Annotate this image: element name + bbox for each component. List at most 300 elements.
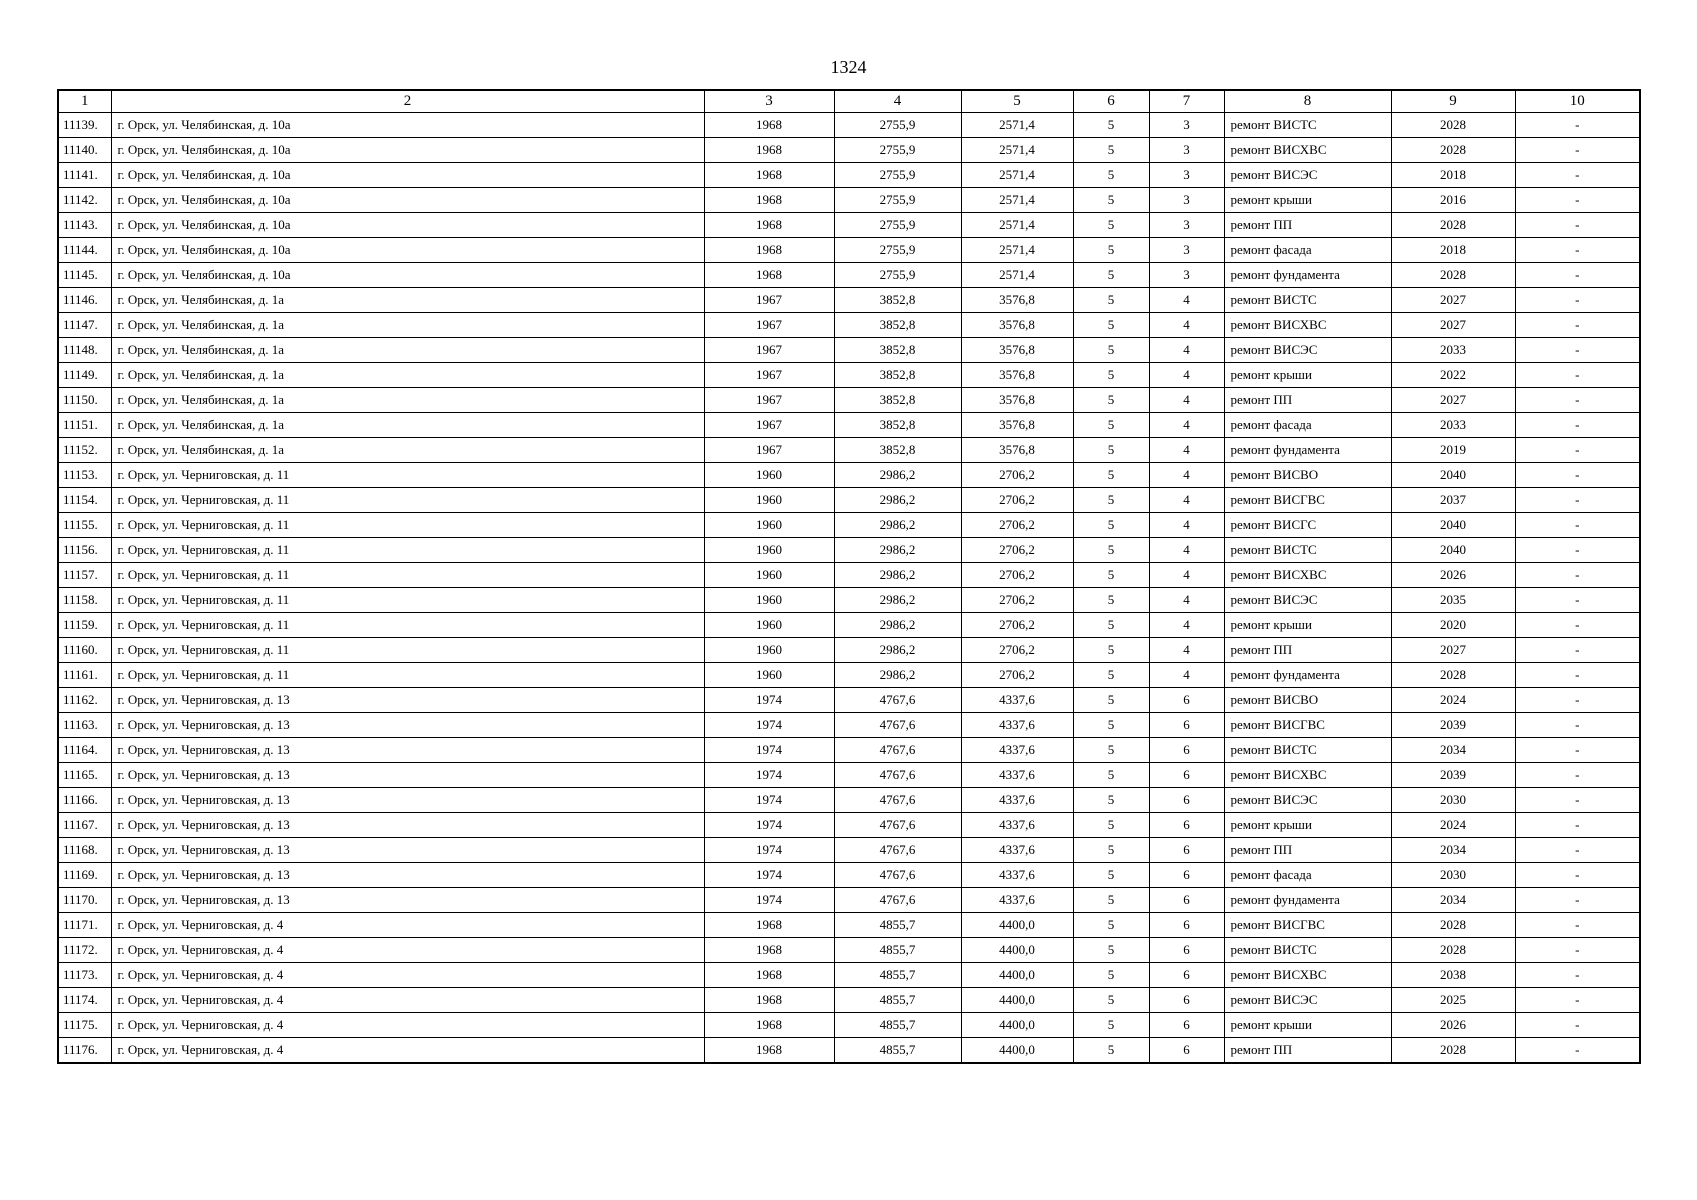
cell-living-area: 2706,2 (961, 563, 1073, 588)
cell-planned-year: 2028 (1391, 113, 1515, 138)
cell-note: - (1515, 613, 1640, 638)
cell-address: г. Орск, ул. Челябинская, д. 10а (111, 263, 704, 288)
cell-total-area: 4855,7 (834, 1013, 961, 1038)
table-row (58, 738, 1640, 763)
cell-floors: 5 (1073, 413, 1149, 438)
cell-entrances: 6 (1149, 888, 1224, 913)
cell-entrances: 6 (1149, 863, 1224, 888)
cell-year-built: 1968 (704, 138, 834, 163)
table-row (58, 963, 1640, 988)
cell-floors: 5 (1073, 338, 1149, 363)
cell-note: - (1515, 113, 1640, 138)
table-row (58, 663, 1640, 688)
cell-note: - (1515, 663, 1640, 688)
cell-floors: 5 (1073, 788, 1149, 813)
cell-year-built: 1968 (704, 988, 834, 1013)
cell-living-area: 4337,6 (961, 738, 1073, 763)
cell-planned-year: 2030 (1391, 863, 1515, 888)
cell-living-area: 2571,4 (961, 138, 1073, 163)
table-row (58, 888, 1640, 913)
cell-note: - (1515, 513, 1640, 538)
cell-entrances: 4 (1149, 313, 1224, 338)
cell-note: - (1515, 813, 1640, 838)
cell-row-number: 11140. (58, 138, 111, 163)
cell-row-number: 11149. (58, 363, 111, 388)
table-row (58, 538, 1640, 563)
cell-year-built: 1960 (704, 613, 834, 638)
cell-entrances: 4 (1149, 563, 1224, 588)
cell-address: г. Орск, ул. Челябинская, д. 1а (111, 363, 704, 388)
table-row (58, 163, 1640, 188)
cell-row-number: 11163. (58, 713, 111, 738)
cell-address: г. Орск, ул. Челябинская, д. 10а (111, 138, 704, 163)
cell-floors: 5 (1073, 288, 1149, 313)
cell-row-number: 11143. (58, 213, 111, 238)
cell-total-area: 4767,6 (834, 738, 961, 763)
cell-row-number: 11167. (58, 813, 111, 838)
cell-year-built: 1968 (704, 238, 834, 263)
cell-note: - (1515, 463, 1640, 488)
cell-address: г. Орск, ул. Черниговская, д. 13 (111, 738, 704, 763)
table-row (58, 1013, 1640, 1038)
table-row (58, 688, 1640, 713)
cell-address: г. Орск, ул. Челябинская, д. 1а (111, 338, 704, 363)
column-header-10: 10 (1515, 90, 1640, 113)
cell-planned-year: 2028 (1391, 138, 1515, 163)
cell-floors: 5 (1073, 713, 1149, 738)
table-row (58, 363, 1640, 388)
cell-note: - (1515, 938, 1640, 963)
cell-entrances: 6 (1149, 963, 1224, 988)
cell-total-area: 2755,9 (834, 213, 961, 238)
table-row (58, 238, 1640, 263)
table-row (58, 488, 1640, 513)
cell-total-area: 3852,8 (834, 288, 961, 313)
cell-living-area: 4337,6 (961, 863, 1073, 888)
cell-living-area: 3576,8 (961, 363, 1073, 388)
cell-floors: 5 (1073, 488, 1149, 513)
cell-planned-year: 2027 (1391, 288, 1515, 313)
cell-address: г. Орск, ул. Черниговская, д. 4 (111, 963, 704, 988)
cell-living-area: 4337,6 (961, 838, 1073, 863)
cell-living-area: 2571,4 (961, 113, 1073, 138)
cell-total-area: 4855,7 (834, 938, 961, 963)
cell-total-area: 4767,6 (834, 688, 961, 713)
cell-entrances: 6 (1149, 1013, 1224, 1038)
cell-planned-year: 2024 (1391, 813, 1515, 838)
cell-address: г. Орск, ул. Челябинская, д. 1а (111, 388, 704, 413)
cell-row-number: 11148. (58, 338, 111, 363)
cell-total-area: 3852,8 (834, 413, 961, 438)
cell-total-area: 4767,6 (834, 788, 961, 813)
cell-work-type: ремонт ВИСХВС (1224, 563, 1391, 588)
cell-floors: 5 (1073, 438, 1149, 463)
cell-work-type: ремонт ВИСГС (1224, 513, 1391, 538)
cell-row-number: 11168. (58, 838, 111, 863)
column-header-7: 7 (1149, 90, 1224, 113)
cell-planned-year: 2027 (1391, 313, 1515, 338)
cell-address: г. Орск, ул. Черниговская, д. 4 (111, 988, 704, 1013)
cell-row-number: 11157. (58, 563, 111, 588)
cell-note: - (1515, 413, 1640, 438)
cell-entrances: 4 (1149, 488, 1224, 513)
table-row (58, 113, 1640, 138)
cell-work-type: ремонт ВИСТС (1224, 288, 1391, 313)
cell-year-built: 1968 (704, 213, 834, 238)
cell-work-type: ремонт фундамента (1224, 438, 1391, 463)
table-row (58, 438, 1640, 463)
cell-work-type: ремонт ВИСЭС (1224, 988, 1391, 1013)
table-row (58, 613, 1640, 638)
table-row (58, 413, 1640, 438)
cell-floors: 5 (1073, 888, 1149, 913)
cell-note: - (1515, 213, 1640, 238)
cell-note: - (1515, 263, 1640, 288)
cell-floors: 5 (1073, 313, 1149, 338)
cell-floors: 5 (1073, 838, 1149, 863)
cell-entrances: 4 (1149, 663, 1224, 688)
cell-living-area: 4337,6 (961, 788, 1073, 813)
cell-work-type: ремонт ПП (1224, 1038, 1391, 1064)
cell-row-number: 11151. (58, 413, 111, 438)
table-row (58, 388, 1640, 413)
cell-floors: 5 (1073, 513, 1149, 538)
cell-address: г. Орск, ул. Черниговская, д. 4 (111, 938, 704, 963)
cell-planned-year: 2020 (1391, 613, 1515, 638)
cell-floors: 5 (1073, 138, 1149, 163)
cell-total-area: 2755,9 (834, 163, 961, 188)
cell-planned-year: 2026 (1391, 1013, 1515, 1038)
cell-note: - (1515, 488, 1640, 513)
cell-note: - (1515, 888, 1640, 913)
cell-work-type: ремонт фундамента (1224, 263, 1391, 288)
cell-planned-year: 2040 (1391, 538, 1515, 563)
cell-year-built: 1974 (704, 813, 834, 838)
cell-entrances: 4 (1149, 388, 1224, 413)
cell-floors: 5 (1073, 988, 1149, 1013)
table-row (58, 813, 1640, 838)
cell-work-type: ремонт фасада (1224, 413, 1391, 438)
cell-row-number: 11159. (58, 613, 111, 638)
cell-entrances: 4 (1149, 538, 1224, 563)
cell-planned-year: 2038 (1391, 963, 1515, 988)
cell-living-area: 4400,0 (961, 1038, 1073, 1064)
cell-note: - (1515, 1038, 1640, 1064)
cell-work-type: ремонт крыши (1224, 613, 1391, 638)
cell-floors: 5 (1073, 538, 1149, 563)
table-row (58, 913, 1640, 938)
cell-planned-year: 2016 (1391, 188, 1515, 213)
cell-year-built: 1968 (704, 113, 834, 138)
cell-living-area: 2706,2 (961, 463, 1073, 488)
cell-work-type: ремонт ВИСХВС (1224, 138, 1391, 163)
cell-entrances: 6 (1149, 913, 1224, 938)
cell-work-type: ремонт фасада (1224, 863, 1391, 888)
cell-total-area: 4855,7 (834, 963, 961, 988)
cell-address: г. Орск, ул. Черниговская, д. 11 (111, 463, 704, 488)
cell-address: г. Орск, ул. Черниговская, д. 11 (111, 613, 704, 638)
cell-living-area: 2706,2 (961, 613, 1073, 638)
cell-note: - (1515, 288, 1640, 313)
cell-row-number: 11152. (58, 438, 111, 463)
cell-total-area: 2986,2 (834, 538, 961, 563)
cell-note: - (1515, 388, 1640, 413)
cell-work-type: ремонт ВИСГВС (1224, 913, 1391, 938)
table-row (58, 213, 1640, 238)
cell-entrances: 6 (1149, 838, 1224, 863)
cell-year-built: 1960 (704, 463, 834, 488)
cell-year-built: 1967 (704, 413, 834, 438)
cell-work-type: ремонт фундамента (1224, 663, 1391, 688)
cell-planned-year: 2019 (1391, 438, 1515, 463)
cell-planned-year: 2033 (1391, 338, 1515, 363)
cell-planned-year: 2028 (1391, 663, 1515, 688)
cell-total-area: 2755,9 (834, 263, 961, 288)
cell-year-built: 1974 (704, 738, 834, 763)
cell-work-type: ремонт ВИСХВС (1224, 763, 1391, 788)
cell-living-area: 4400,0 (961, 1013, 1073, 1038)
cell-address: г. Орск, ул. Черниговская, д. 11 (111, 538, 704, 563)
column-header-1: 1 (58, 90, 111, 113)
cell-floors: 5 (1073, 238, 1149, 263)
cell-note: - (1515, 588, 1640, 613)
cell-work-type: ремонт ВИСЭС (1224, 588, 1391, 613)
cell-note: - (1515, 788, 1640, 813)
cell-entrances: 4 (1149, 338, 1224, 363)
cell-work-type: ремонт ВИСЭС (1224, 788, 1391, 813)
cell-planned-year: 2028 (1391, 1038, 1515, 1064)
cell-note: - (1515, 163, 1640, 188)
column-header-9: 9 (1391, 90, 1515, 113)
cell-entrances: 3 (1149, 213, 1224, 238)
cell-address: г. Орск, ул. Черниговская, д. 13 (111, 763, 704, 788)
cell-living-area: 2706,2 (961, 638, 1073, 663)
cell-floors: 5 (1073, 763, 1149, 788)
cell-address: г. Орск, ул. Черниговская, д. 4 (111, 1038, 704, 1064)
cell-row-number: 11170. (58, 888, 111, 913)
cell-living-area: 4400,0 (961, 988, 1073, 1013)
cell-floors: 5 (1073, 1013, 1149, 1038)
cell-living-area: 4337,6 (961, 688, 1073, 713)
cell-address: г. Орск, ул. Черниговская, д. 13 (111, 863, 704, 888)
cell-note: - (1515, 363, 1640, 388)
cell-entrances: 6 (1149, 688, 1224, 713)
cell-note: - (1515, 763, 1640, 788)
cell-work-type: ремонт ВИСЭС (1224, 338, 1391, 363)
cell-work-type: ремонт крыши (1224, 1013, 1391, 1038)
table-row (58, 313, 1640, 338)
cell-floors: 5 (1073, 938, 1149, 963)
cell-year-built: 1960 (704, 563, 834, 588)
cell-entrances: 3 (1149, 188, 1224, 213)
table-row (58, 763, 1640, 788)
cell-planned-year: 2034 (1391, 738, 1515, 763)
cell-address: г. Орск, ул. Черниговская, д. 13 (111, 888, 704, 913)
cell-floors: 5 (1073, 638, 1149, 663)
column-header-2: 2 (111, 90, 704, 113)
cell-work-type: ремонт крыши (1224, 188, 1391, 213)
cell-address: г. Орск, ул. Черниговская, д. 11 (111, 563, 704, 588)
cell-note: - (1515, 863, 1640, 888)
table-row (58, 138, 1640, 163)
table-row (58, 638, 1640, 663)
cell-total-area: 2986,2 (834, 463, 961, 488)
cell-row-number: 11164. (58, 738, 111, 763)
table-row (58, 788, 1640, 813)
cell-year-built: 1967 (704, 388, 834, 413)
cell-floors: 5 (1073, 588, 1149, 613)
cell-entrances: 6 (1149, 938, 1224, 963)
cell-work-type: ремонт ПП (1224, 213, 1391, 238)
cell-address: г. Орск, ул. Челябинская, д. 10а (111, 163, 704, 188)
cell-floors: 5 (1073, 213, 1149, 238)
cell-note: - (1515, 138, 1640, 163)
cell-row-number: 11145. (58, 263, 111, 288)
cell-planned-year: 2030 (1391, 788, 1515, 813)
cell-total-area: 2755,9 (834, 188, 961, 213)
cell-planned-year: 2035 (1391, 588, 1515, 613)
cell-floors: 5 (1073, 663, 1149, 688)
cell-year-built: 1960 (704, 488, 834, 513)
cell-address: г. Орск, ул. Челябинская, д. 1а (111, 413, 704, 438)
cell-row-number: 11139. (58, 113, 111, 138)
cell-floors: 5 (1073, 963, 1149, 988)
cell-row-number: 11174. (58, 988, 111, 1013)
cell-year-built: 1960 (704, 513, 834, 538)
table-row (58, 263, 1640, 288)
table-row (58, 288, 1640, 313)
cell-year-built: 1974 (704, 888, 834, 913)
cell-planned-year: 2024 (1391, 688, 1515, 713)
table-row (58, 463, 1640, 488)
cell-year-built: 1968 (704, 963, 834, 988)
cell-year-built: 1967 (704, 438, 834, 463)
cell-note: - (1515, 338, 1640, 363)
cell-planned-year: 2028 (1391, 263, 1515, 288)
cell-year-built: 1974 (704, 838, 834, 863)
table-row (58, 838, 1640, 863)
cell-work-type: ремонт ВИСВО (1224, 688, 1391, 713)
cell-living-area: 3576,8 (961, 438, 1073, 463)
cell-row-number: 11147. (58, 313, 111, 338)
cell-year-built: 1967 (704, 338, 834, 363)
cell-note: - (1515, 238, 1640, 263)
cell-floors: 5 (1073, 363, 1149, 388)
cell-total-area: 2986,2 (834, 663, 961, 688)
cell-year-built: 1967 (704, 313, 834, 338)
cell-work-type: ремонт ВИСТС (1224, 538, 1391, 563)
cell-note: - (1515, 1013, 1640, 1038)
cell-address: г. Орск, ул. Черниговская, д. 13 (111, 688, 704, 713)
column-header-5: 5 (961, 90, 1073, 113)
cell-planned-year: 2037 (1391, 488, 1515, 513)
cell-planned-year: 2028 (1391, 913, 1515, 938)
cell-work-type: ремонт ВИСТС (1224, 938, 1391, 963)
cell-row-number: 11166. (58, 788, 111, 813)
cell-year-built: 1968 (704, 1013, 834, 1038)
cell-planned-year: 2027 (1391, 638, 1515, 663)
cell-floors: 5 (1073, 813, 1149, 838)
cell-living-area: 3576,8 (961, 288, 1073, 313)
cell-address: г. Орск, ул. Черниговская, д. 13 (111, 813, 704, 838)
cell-year-built: 1974 (704, 763, 834, 788)
cell-note: - (1515, 838, 1640, 863)
cell-entrances: 6 (1149, 713, 1224, 738)
cell-total-area: 2755,9 (834, 113, 961, 138)
cell-total-area: 4767,6 (834, 888, 961, 913)
cell-row-number: 11176. (58, 1038, 111, 1064)
cell-living-area: 2571,4 (961, 163, 1073, 188)
cell-row-number: 11160. (58, 638, 111, 663)
cell-planned-year: 2018 (1391, 238, 1515, 263)
cell-living-area: 3576,8 (961, 388, 1073, 413)
cell-living-area: 4337,6 (961, 713, 1073, 738)
cell-total-area: 3852,8 (834, 338, 961, 363)
cell-total-area: 4767,6 (834, 838, 961, 863)
cell-address: г. Орск, ул. Челябинская, д. 10а (111, 188, 704, 213)
cell-floors: 5 (1073, 738, 1149, 763)
table-row (58, 513, 1640, 538)
cell-planned-year: 2040 (1391, 463, 1515, 488)
cell-floors: 5 (1073, 863, 1149, 888)
cell-total-area: 2755,9 (834, 138, 961, 163)
cell-planned-year: 2028 (1391, 938, 1515, 963)
cell-living-area: 2571,4 (961, 238, 1073, 263)
cell-year-built: 1968 (704, 163, 834, 188)
table-row (58, 863, 1640, 888)
cell-total-area: 3852,8 (834, 363, 961, 388)
cell-work-type: ремонт ВИСВО (1224, 463, 1391, 488)
cell-note: - (1515, 438, 1640, 463)
cell-address: г. Орск, ул. Челябинская, д. 1а (111, 438, 704, 463)
cell-total-area: 3852,8 (834, 438, 961, 463)
cell-living-area: 2706,2 (961, 513, 1073, 538)
cell-entrances: 3 (1149, 138, 1224, 163)
cell-address: г. Орск, ул. Челябинская, д. 10а (111, 113, 704, 138)
cell-entrances: 6 (1149, 788, 1224, 813)
cell-entrances: 6 (1149, 738, 1224, 763)
cell-row-number: 11158. (58, 588, 111, 613)
cell-living-area: 2571,4 (961, 263, 1073, 288)
cell-total-area: 4767,6 (834, 713, 961, 738)
cell-row-number: 11175. (58, 1013, 111, 1038)
cell-address: г. Орск, ул. Челябинская, д. 10а (111, 238, 704, 263)
table-row (58, 588, 1640, 613)
cell-total-area: 4767,6 (834, 763, 961, 788)
cell-living-area: 4337,6 (961, 813, 1073, 838)
cell-year-built: 1968 (704, 188, 834, 213)
cell-work-type: ремонт ВИСТС (1224, 738, 1391, 763)
cell-floors: 5 (1073, 1038, 1149, 1064)
cell-work-type: ремонт крыши (1224, 363, 1391, 388)
cell-planned-year: 2027 (1391, 388, 1515, 413)
cell-row-number: 11153. (58, 463, 111, 488)
cell-address: г. Орск, ул. Черниговская, д. 11 (111, 513, 704, 538)
cell-note: - (1515, 638, 1640, 663)
cell-planned-year: 2040 (1391, 513, 1515, 538)
column-header-4: 4 (834, 90, 961, 113)
cell-work-type: ремонт ПП (1224, 388, 1391, 413)
cell-floors: 5 (1073, 563, 1149, 588)
cell-planned-year: 2018 (1391, 163, 1515, 188)
cell-total-area: 2986,2 (834, 638, 961, 663)
cell-row-number: 11142. (58, 188, 111, 213)
cell-row-number: 11173. (58, 963, 111, 988)
cell-note: - (1515, 563, 1640, 588)
cell-total-area: 2986,2 (834, 563, 961, 588)
cell-note: - (1515, 913, 1640, 938)
cell-work-type: ремонт ВИСХВС (1224, 963, 1391, 988)
